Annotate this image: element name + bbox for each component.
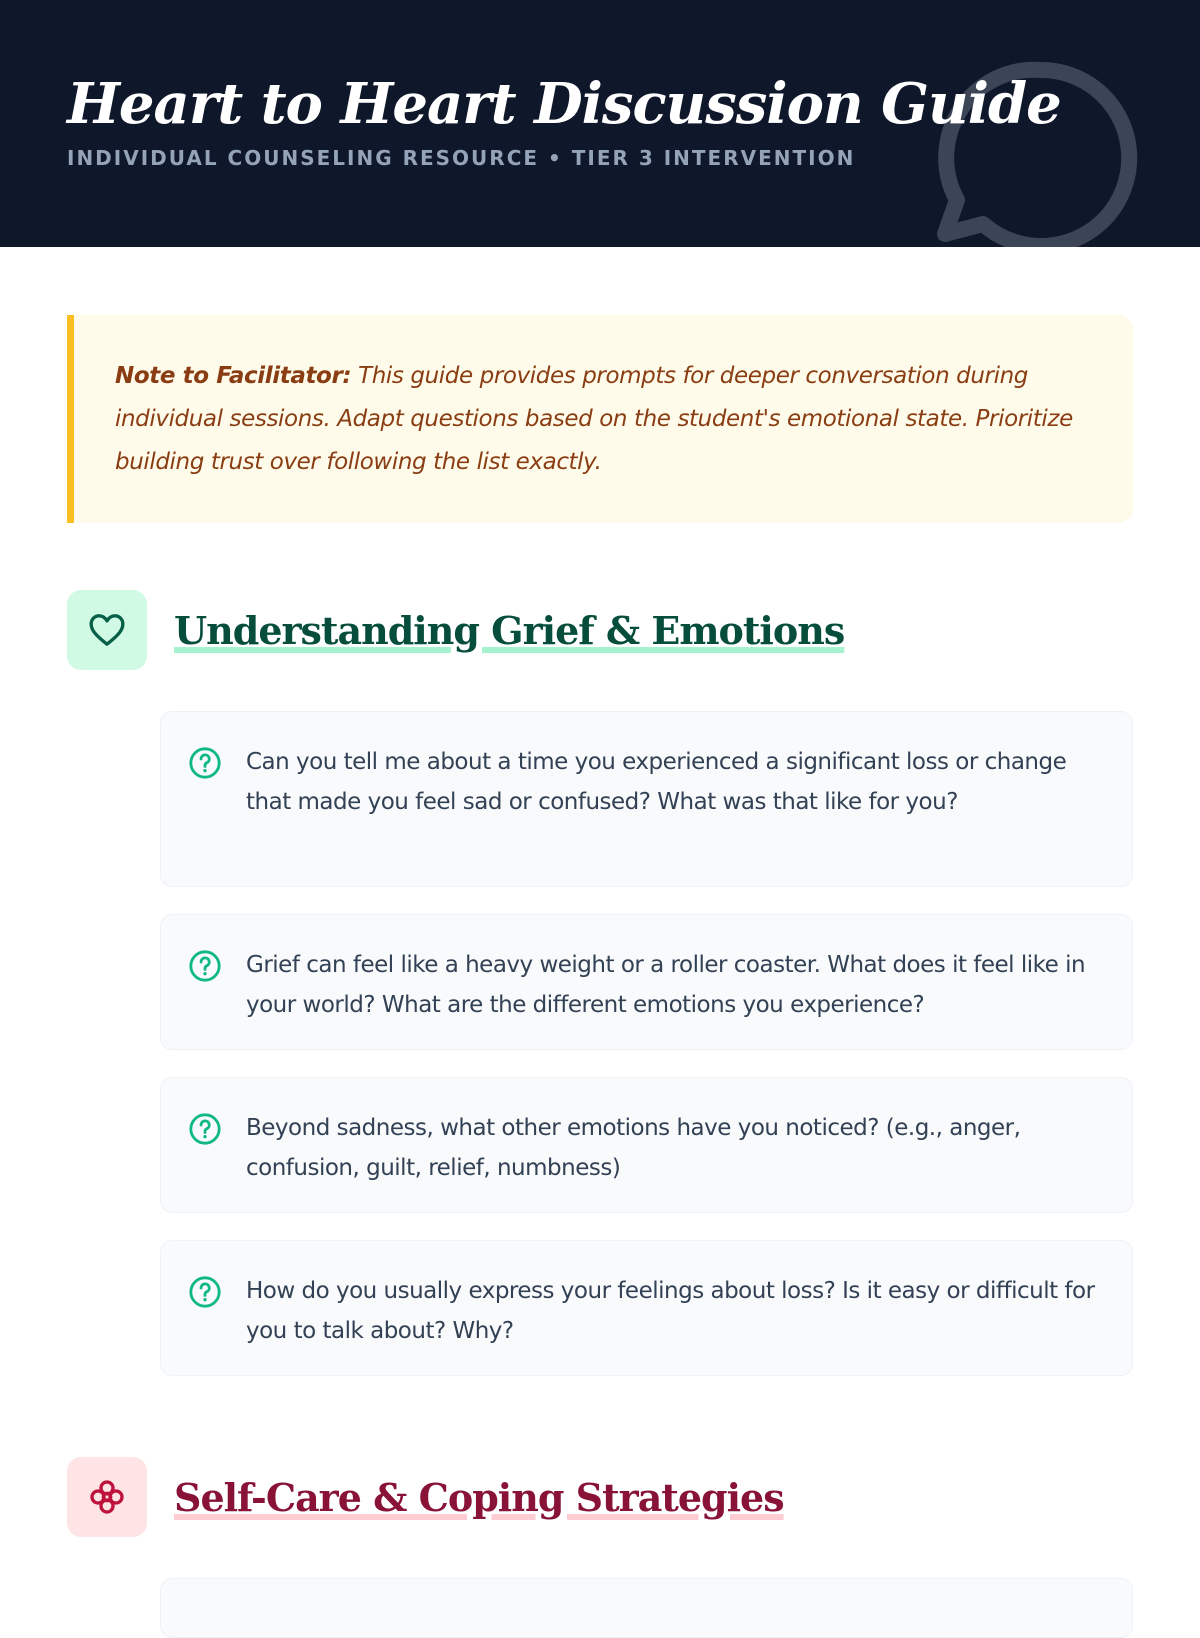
section-header-grief — [67, 590, 844, 670]
question-text: Grief can feel like a heavy weight or a roller coaster. What does it feel like in your world? What are the different emotions you experience? — [246, 952, 1086, 1018]
page-title: Heart to Heart Discussion Guide — [67, 71, 1061, 137]
section-title: Understanding Grief & Emotions — [174, 607, 845, 653]
page-subtitle: INDIVIDUAL COUNSELING RESOURCE • TIER 3 INTERVENTION — [67, 146, 856, 170]
question-card — [160, 711, 1133, 887]
question-icon — [188, 746, 222, 780]
question-card — [160, 1578, 1133, 1638]
question-card — [160, 1240, 1133, 1376]
heart-icon — [87, 610, 127, 650]
question-text: Beyond sadness, what other emotions have you noticed? (e.g., anger, confusion, guilt, relief, numbness) — [246, 1115, 1021, 1181]
facilitator-note — [67, 315, 1133, 523]
facilitator-note-text — [115, 355, 1093, 484]
section-title: Self-Care & Coping Strategies — [174, 1474, 784, 1520]
facilitator-note-body: This guide provides prompts for deeper conversation during individual sessions. Adapt questions based on the student's emotional state. Prioritize building trust over following the list exactly. — [115, 363, 1073, 475]
page-header — [0, 0, 1200, 247]
question-icon — [188, 1275, 222, 1309]
question-text: Can you tell me about a time you experienced a significant loss or change that made you feel sad or confused? What was that like for you? — [246, 749, 1067, 815]
question-icon — [188, 949, 222, 983]
facilitator-note-label: Note to Facilitator: — [115, 363, 352, 389]
question-card — [160, 914, 1133, 1050]
section-header-self-care — [67, 1457, 784, 1537]
section-icon-box — [67, 1457, 147, 1537]
question-card — [160, 1077, 1133, 1213]
question-icon — [188, 1112, 222, 1146]
question-text: How do you usually express your feelings about loss? Is it easy or difficult for you to talk about? Why? — [246, 1278, 1095, 1344]
section-icon-box — [67, 590, 147, 670]
flower-icon — [87, 1477, 127, 1517]
